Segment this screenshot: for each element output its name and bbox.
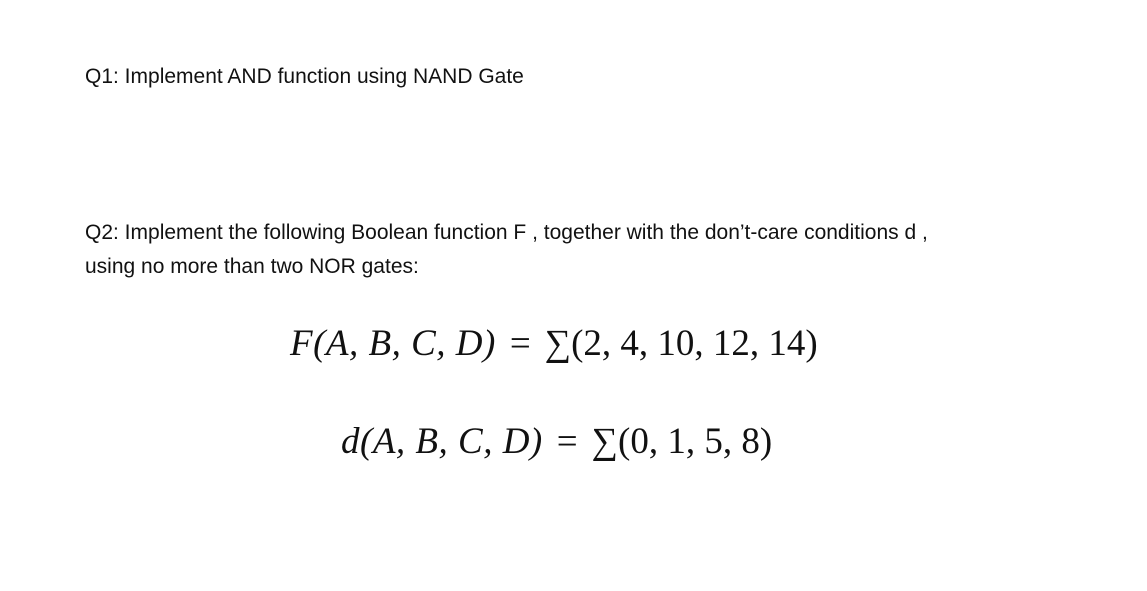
equation-d-equals: = <box>556 421 578 462</box>
equation-f-equals: = <box>509 323 531 364</box>
question-2 <box>85 216 928 284</box>
equation-function-f <box>290 322 818 366</box>
equation-dont-care-d <box>341 420 772 464</box>
equation-f-rhs: ∑(2, 4, 10, 12, 14) <box>544 323 818 364</box>
question-1-text: Q1: Implement AND function using NAND Gate <box>85 65 524 88</box>
question-2-line-2: using no more than two NOR gates: <box>85 255 419 278</box>
question-1 <box>85 60 524 94</box>
equation-f-lhs: F(A, B, C, D) <box>290 323 496 364</box>
equation-d-rhs: ∑(0, 1, 5, 8) <box>591 421 773 462</box>
question-2-line-1: Q2: Implement the following Boolean function F , together with the don’t-care conditions d , <box>85 221 928 244</box>
equation-d-lhs: d(A, B, C, D) <box>341 421 543 462</box>
